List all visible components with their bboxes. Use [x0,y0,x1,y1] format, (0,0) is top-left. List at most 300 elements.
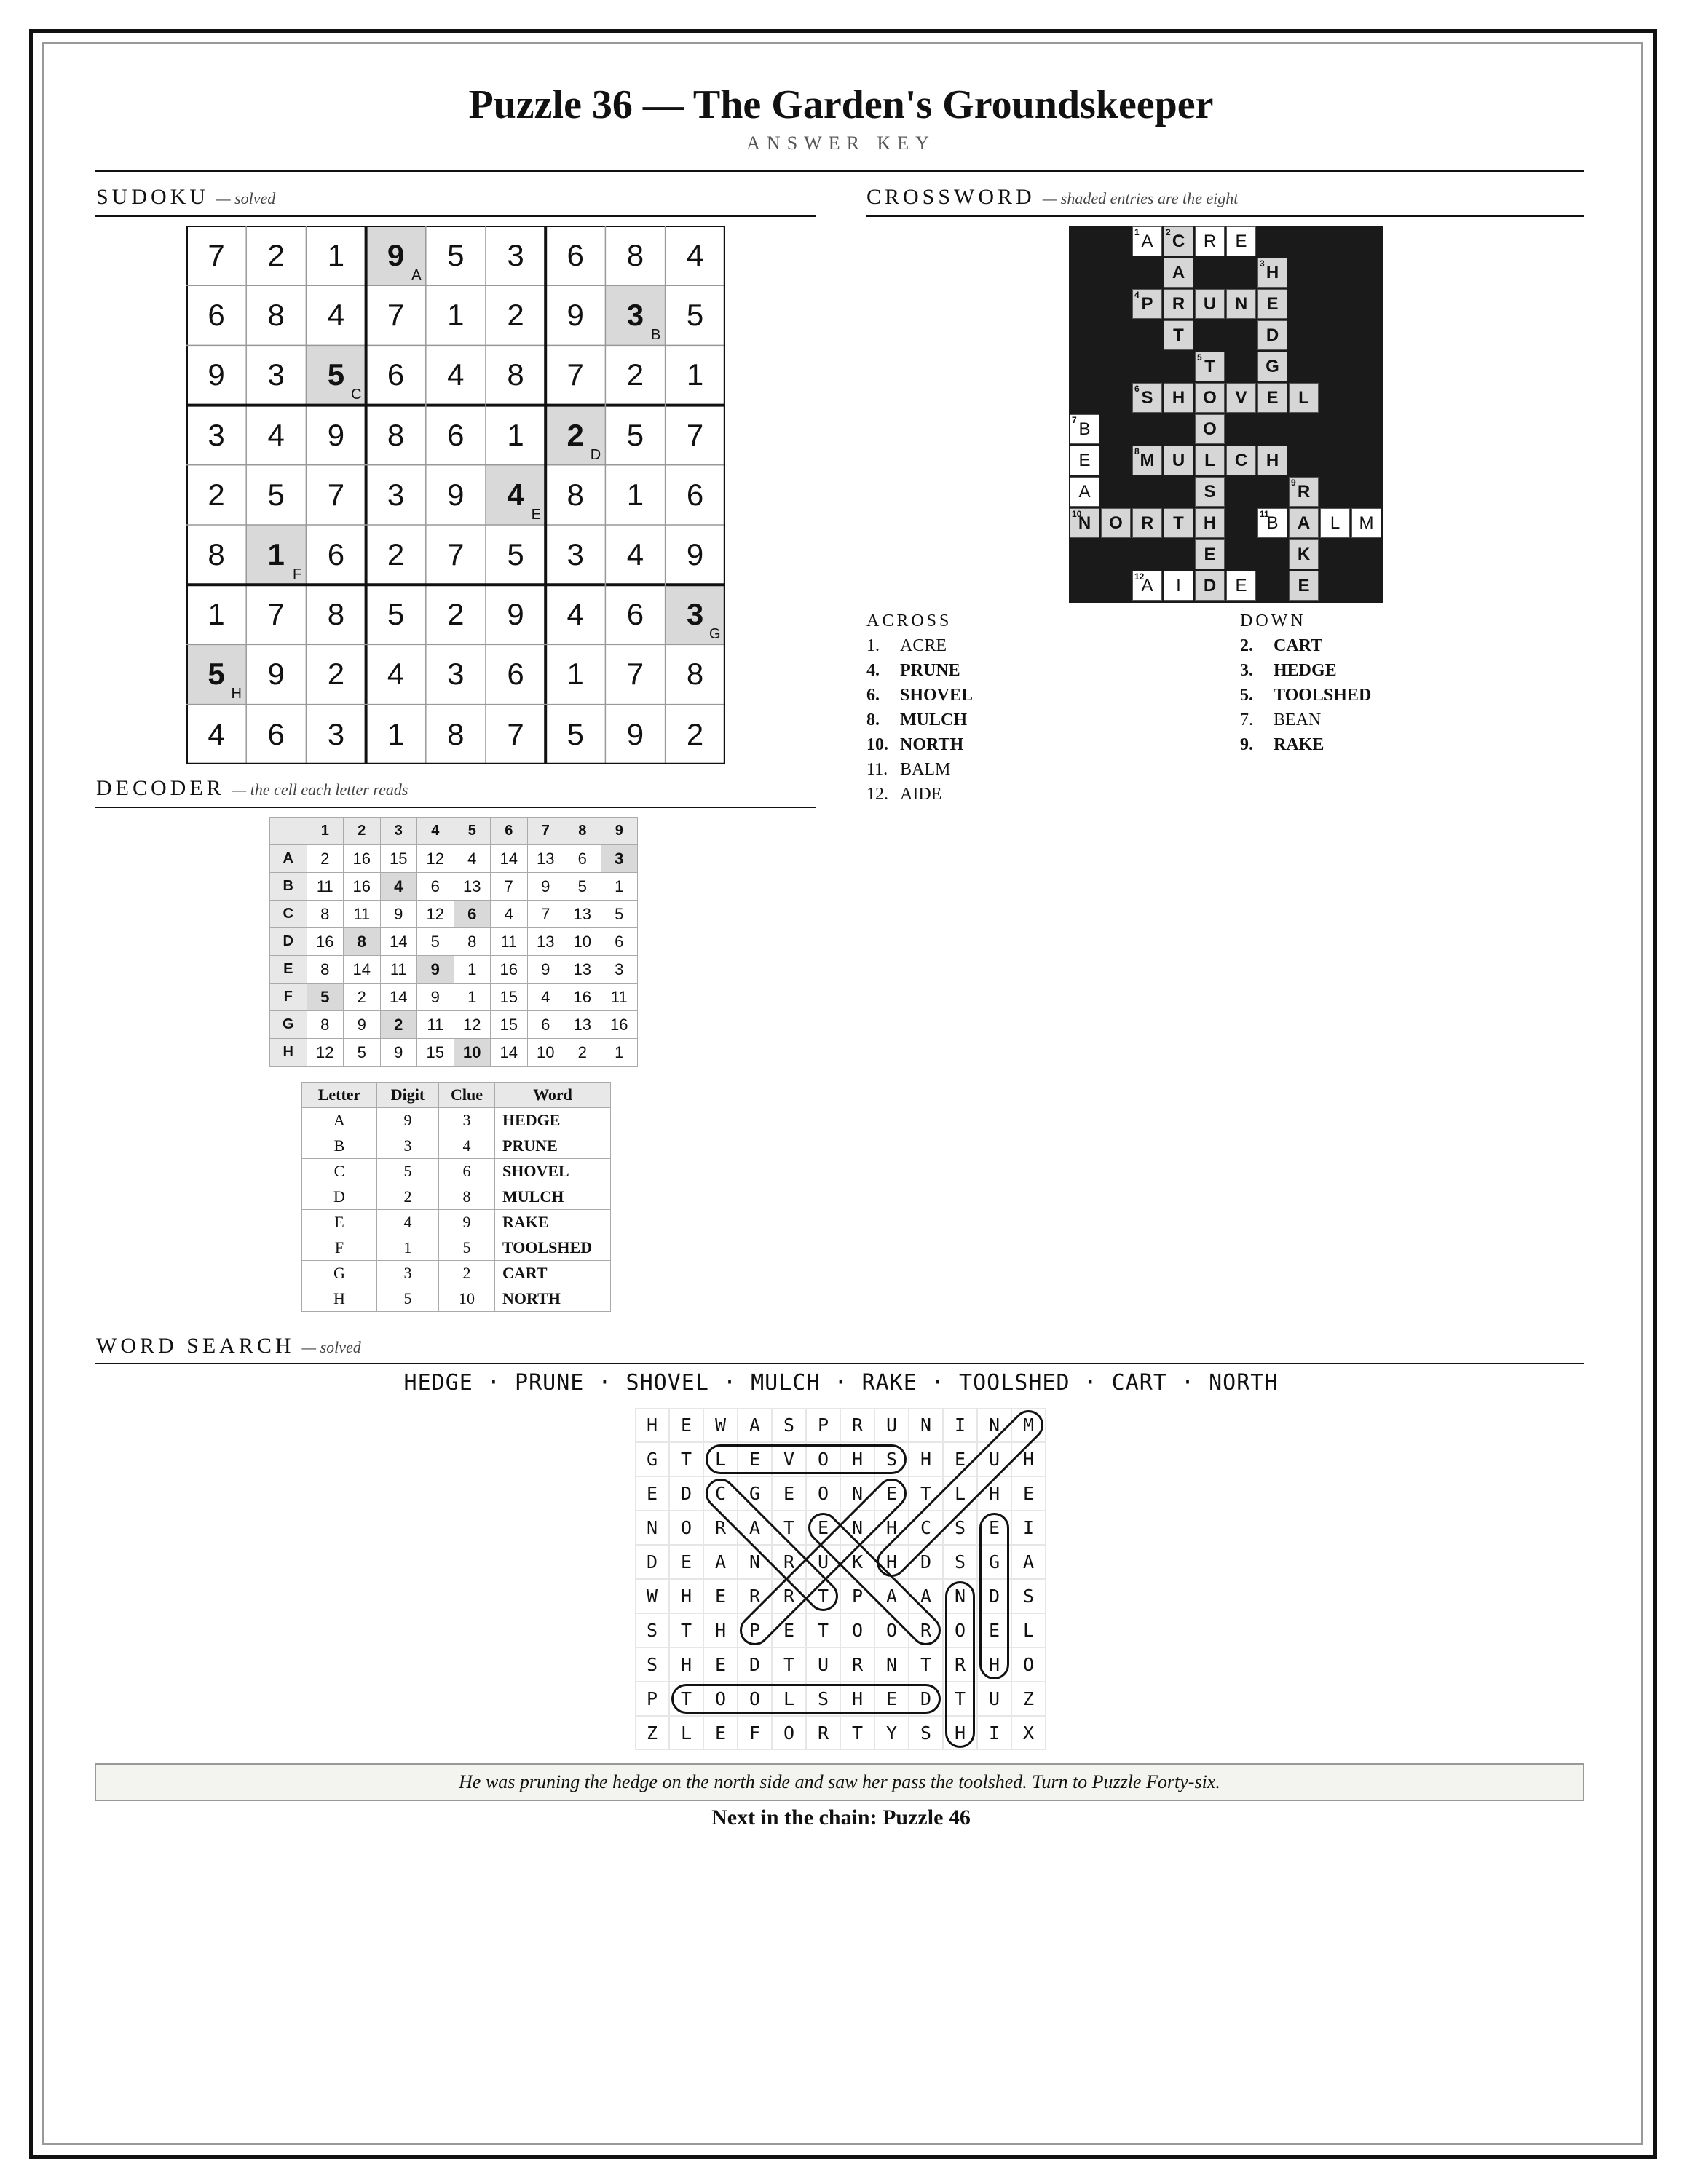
decoder-cell: 16 [601,1011,638,1039]
wordsearch-letter: D [909,1682,943,1716]
crossword-letter: O [1203,419,1217,439]
decoder-cell: 5 [307,984,344,1011]
crossword-letter: T [1204,356,1215,376]
crossword-letter: R [1140,513,1154,533]
sudoku-cell [246,525,306,585]
key-cell: TOOLSHED [495,1235,611,1261]
sudoku-digit: 8 [267,298,285,333]
crossword-letter: A [1141,231,1153,251]
wordsearch-letter: T [669,1442,703,1476]
crossword-cell [1195,539,1225,569]
key-row [302,1133,611,1159]
crossword-letter: A [1297,513,1311,533]
decoder-cell: 9 [380,901,417,928]
decoder-heading [96,776,408,801]
sudoku-digit: 7 [447,537,465,571]
sudoku-cell [666,465,725,525]
crossword-cell [1132,446,1162,475]
wordsearch-rule [95,1363,1584,1364]
sudoku-cell [486,585,545,644]
crossword-letter: L [1298,387,1309,408]
clue-word: ACRE [900,636,947,655]
wordsearch-letter: E [703,1647,738,1682]
sudoku-digit: 6 [267,716,285,751]
wordsearch-letter: H [874,1511,909,1545]
crossword-cell [1164,258,1193,288]
sudoku-cell [545,405,605,465]
wordsearch-letter: S [943,1511,977,1545]
wordsearch-letter: N [943,1579,977,1613]
crossword-clue-number: 10 [1072,509,1082,519]
decoder-cell: 10 [564,928,601,956]
wordsearch-letter: E [772,1476,806,1511]
sudoku-cell [366,405,426,465]
crossword-cell [1289,539,1319,569]
decoder-cell: 5 [417,928,454,956]
key-cell: C [302,1159,377,1184]
wordsearch-letter: H [703,1613,738,1647]
decoder-cell: 9 [527,873,564,901]
clue-number: 7. [1240,711,1253,729]
crossword-letter: R [1172,293,1185,314]
decoder-cell: 16 [564,984,601,1011]
sudoku-digit: 7 [208,238,225,272]
sudoku-cell [426,465,486,525]
wordsearch-letter: E [806,1511,840,1545]
sudoku-digit: 2 [507,298,524,333]
sudoku-digit: 5 [387,597,405,632]
decoder-row [270,901,638,928]
sudoku-digit: 1 [686,357,704,392]
decoder-cell: 14 [344,956,381,984]
decoder-cell: 13 [564,1011,601,1039]
crossword-cell [1320,508,1350,538]
wordsearch-letter: L [1011,1613,1046,1647]
wordsearch-letter: T [669,1613,703,1647]
sudoku-digit: 6 [566,238,584,272]
key-cell: 4 [377,1210,439,1235]
crossword-clue-number: 9 [1291,478,1296,488]
sudoku-digit: 6 [387,357,405,392]
sudoku-cell [366,226,426,285]
wordsearch-letter: O [738,1682,772,1716]
clue-word: HEDGE [1274,661,1337,680]
decoder-cell: 11 [601,984,638,1011]
decoder-cell: 13 [527,928,564,956]
wordsearch-letter: E [1011,1476,1046,1511]
crossword-cell [1070,446,1099,475]
sudoku-cell [426,644,486,704]
decoder-cell: 2 [564,1039,601,1067]
wordsearch-letter: E [977,1613,1011,1647]
sudoku-letter-tag: C [350,387,362,403]
sudoku-cell [605,345,665,405]
wordsearch-letter: C [909,1511,943,1545]
decoder-row [270,1039,638,1067]
wordsearch-letter: H [635,1408,669,1442]
wordsearch-letter: D [635,1545,669,1579]
key-header-row [302,1083,611,1108]
sudoku-digit: 3 [327,716,345,751]
decoder-cell: 8 [307,1011,344,1039]
wordsearch-letter: E [874,1476,909,1511]
key-cell: SHOVEL [495,1159,611,1184]
crossword-cell [1070,477,1099,507]
sudoku-cell [186,465,246,525]
decoder-row-header: H [270,1039,307,1067]
wordsearch-letter: V [772,1442,806,1476]
sudoku-cell [246,705,306,764]
decoder-col-header: 6 [491,818,528,845]
wordsearch-letter: S [806,1682,840,1716]
crossword-letter: B [1078,419,1091,439]
crossword-cell [1195,508,1225,538]
crossword-letter: I [1176,575,1181,596]
key-cell: HEDGE [495,1108,611,1133]
sudoku-digit: 4 [507,477,524,512]
sudoku-cell [186,585,246,644]
crossword-letter: E [1235,231,1247,251]
sudoku-digit: 7 [327,477,345,512]
sudoku-cell [666,226,725,285]
decoder-rule [95,807,816,808]
wordsearch-letter: E [703,1579,738,1613]
sudoku-cell [246,644,306,704]
crossword-letter: N [1234,293,1248,314]
sudoku-digit: 4 [447,357,465,392]
crossword-cell [1289,383,1319,413]
sudoku-digit: 2 [626,357,644,392]
crossword-cell [1257,320,1287,350]
wordsearch-letter: N [840,1511,874,1545]
wordsearch-letter: E [772,1613,806,1647]
sudoku-cell [246,405,306,465]
decoder-cell: 10 [527,1039,564,1067]
crossword-letter: L [1204,450,1215,470]
key-cell: 5 [377,1159,439,1184]
key-cell: H [302,1286,377,1312]
sudoku-cell [246,285,306,345]
crossword-letter: V [1235,387,1247,408]
wordsearch-letter: U [806,1545,840,1579]
sudoku-cell [666,345,725,405]
crossword-letter: E [1266,293,1279,314]
sudoku-digit: 1 [626,477,644,512]
sudoku-cell [605,705,665,764]
crossword-clue-number: 6 [1134,384,1140,394]
sudoku-cell [605,585,665,644]
sudoku-digit: 8 [507,357,524,392]
wordsearch-letter: T [909,1476,943,1511]
sudoku-rule [95,215,816,217]
crossword-cell [1289,508,1319,538]
crossword-letter: M [1359,513,1374,533]
crossword-letter: D [1266,325,1279,345]
wordsearch-letter: E [977,1511,1011,1545]
crossword-letter: D [1203,575,1217,596]
sudoku-digit: 6 [626,597,644,632]
wordsearch-letter: U [806,1647,840,1682]
wordsearch-letter: U [977,1682,1011,1716]
sudoku-digit: 8 [208,537,225,571]
sudoku-digit: 9 [507,597,524,632]
sudoku-cell [186,285,246,345]
down-heading: DOWN [1240,612,1306,630]
sudoku-cell [545,465,605,525]
decoder-table [269,817,638,1067]
decoder-cell: 13 [564,901,601,928]
decoder-col-header: 1 [307,818,344,845]
sudoku-digit: 2 [686,716,704,751]
clue-word: TOOLSHED [1274,686,1372,705]
sudoku-digit: 4 [267,417,285,452]
wordsearch-letter: R [840,1408,874,1442]
clue-number: 11. [866,760,888,779]
sudoku-cell [426,226,486,285]
decoder-row [270,845,638,873]
wordsearch-letter: O [806,1476,840,1511]
crossword-letter: A [1141,575,1153,596]
key-cell: 10 [439,1286,495,1312]
key-col-header: Word [495,1083,611,1108]
sudoku-cell [666,525,725,585]
crossword-letter: O [1109,513,1123,533]
crossword-letter: R [1297,481,1311,502]
decoder-col-header: 9 [601,818,638,845]
decoder-cell: 11 [307,873,344,901]
wordsearch-letter: H [977,1476,1011,1511]
crossword-cell [1257,258,1287,288]
sudoku-letter-tag: A [411,267,422,283]
wordsearch-heading [96,1334,361,1358]
wordsearch-letter: H [840,1442,874,1476]
decoder-col-header: 3 [380,818,417,845]
decoder-cell: 6 [601,928,638,956]
sudoku-cell [486,525,545,585]
crossword-letter: C [1172,231,1185,251]
wordsearch-letter: S [874,1442,909,1476]
crossword-letter: U [1203,293,1217,314]
sudoku-letter-tag: H [231,686,242,703]
sudoku-digit: 1 [208,597,225,632]
wordsearch-letter: O [669,1511,703,1545]
wordsearch-letter: S [635,1647,669,1682]
sudoku-digit: 1 [566,657,584,692]
crossword-clue-number: 11 [1260,509,1269,519]
decoder-cell: 12 [454,1011,491,1039]
wordsearch-letter: H [874,1545,909,1579]
crossword-letter: R [1203,231,1217,251]
crossword-cell [1164,571,1193,601]
crossword-clue-number: 7 [1072,415,1077,425]
wordsearch-letter: Z [1011,1682,1046,1716]
sudoku-cell [366,705,426,764]
decoder-cell: 4 [491,901,528,928]
sudoku-digit: 7 [267,597,285,632]
clue-number: 6. [866,686,880,705]
clue-number: 12. [866,785,888,804]
sudoku-digit: 6 [208,298,225,333]
crossword-rule [866,215,1584,217]
sudoku-cell [426,405,486,465]
sudoku-cell [306,705,366,764]
sudoku-cell [426,345,486,405]
decoder-cell: 12 [307,1039,344,1067]
sudoku-note: — solved [216,189,276,207]
sudoku-cell [306,644,366,704]
sudoku-digit: 8 [447,716,465,751]
sudoku-digit: 5 [566,716,584,751]
sudoku-digit: 9 [447,477,465,512]
sudoku-cell [366,585,426,644]
wordsearch-letter: N [840,1476,874,1511]
crossword-letter: N [1078,513,1091,533]
sudoku-cell [666,285,725,345]
crossword-letter: E [1266,387,1279,408]
key-cell: 1 [377,1235,439,1261]
sudoku-cell [545,705,605,764]
sudoku-cell [666,705,725,764]
crossword-letter: A [1078,481,1091,502]
wordsearch-letter: O [840,1613,874,1647]
decoder-cell: 13 [527,845,564,873]
decoder-cell: 4 [454,845,491,873]
key-cell: PRUNE [495,1133,611,1159]
wordsearch-letter: N [977,1408,1011,1442]
key-cell: 8 [439,1184,495,1210]
crossword-letter: H [1172,387,1185,408]
key-cell: RAKE [495,1210,611,1235]
sudoku-cell [366,465,426,525]
key-cell: 5 [377,1286,439,1312]
key-row [302,1159,611,1184]
crossword-cell [1164,508,1193,538]
wordsearch-letter: H [840,1682,874,1716]
sudoku-digit: 8 [566,477,584,512]
decoder-cell: 6 [527,1011,564,1039]
sudoku-cell [545,345,605,405]
sudoku-digit: 2 [267,238,285,272]
decoder-cell: 10 [454,1039,491,1067]
decoder-cell: 3 [601,845,638,873]
clue-entry [1240,636,1322,656]
sudoku-cell [605,226,665,285]
clue-word: BALM [900,760,951,779]
wordsearch-letter: N [738,1545,772,1579]
clue-word: NORTH [900,735,964,754]
decoder-cell: 1 [454,984,491,1011]
wordsearch-letter: D [977,1579,1011,1613]
decoder-cell: 15 [417,1039,454,1067]
decoder-cell: 6 [417,873,454,901]
crossword-cell [1070,414,1099,444]
wordsearch-letter: T [669,1682,703,1716]
wordsearch-letter: E [669,1408,703,1442]
wordsearch-letter: D [909,1545,943,1579]
hint-text: He was pruning the hedge on the north side and saw her pass the toolshed. Turn to Puzzle Forty-six. [459,1771,1220,1792]
decoder-row [270,956,638,984]
sudoku-cell [366,644,426,704]
wordsearch-letter: H [669,1579,703,1613]
sudoku-digit: 4 [208,716,225,751]
sudoku-cell [366,525,426,585]
sudoku-digit: 5 [208,657,225,692]
wordsearch-letter: E [874,1682,909,1716]
sudoku-cell [486,226,545,285]
wordsearch-letter: P [840,1579,874,1613]
sudoku-cell [306,525,366,585]
decoder-col-header: 5 [454,818,491,845]
clue-entry [1240,735,1324,755]
crossword-cell [1289,477,1319,507]
sudoku-cell [605,525,665,585]
wordsearch-letter: R [806,1716,840,1750]
decoder-cell: 15 [491,984,528,1011]
decoder-cell: 2 [307,845,344,873]
decoder-cell: 9 [380,1039,417,1067]
clue-word: RAKE [1274,735,1324,754]
wordsearch-letter: C [703,1476,738,1511]
wordsearch-letter: N [635,1511,669,1545]
crossword-clue-number: 4 [1134,290,1140,300]
clue-word: MULCH [900,711,967,729]
wordsearch-letter: S [772,1408,806,1442]
sudoku-digit: 7 [686,417,704,452]
sudoku-digit: 3 [686,597,704,632]
key-col-header: Letter [302,1083,377,1108]
sudoku-digit: 9 [686,537,704,571]
sudoku-digit: 4 [566,597,584,632]
key-cell: 3 [439,1108,495,1133]
decoder-cell: 12 [417,901,454,928]
page-title: Puzzle 36 — The Garden's Groundskeeper [468,82,1214,127]
crossword-letter: G [1266,356,1279,376]
decoder-col-header: 2 [344,818,381,845]
decoder-row [270,928,638,956]
sudoku-digit: 3 [566,537,584,571]
sudoku-digit: 1 [327,238,345,272]
key-row [302,1210,611,1235]
wordsearch-letter: F [738,1716,772,1750]
sudoku-cell [545,525,605,585]
clue-word: CART [1274,636,1323,655]
sudoku-title: SUDOKU [96,185,210,209]
sudoku-digit: 2 [327,657,345,692]
sudoku-cell [605,465,665,525]
key-cell: A [302,1108,377,1133]
sudoku-cell [666,585,725,644]
decoder-header-row [270,818,638,845]
key-row [302,1261,611,1286]
sudoku-digit: 8 [686,657,704,692]
sudoku-digit: 3 [507,238,524,272]
sudoku-cell [186,705,246,764]
crossword-clue-number: 5 [1197,352,1202,363]
wordsearch-note: — solved [301,1338,361,1356]
crossword-letter: S [1141,387,1153,408]
sudoku-digit: 2 [566,417,584,452]
crossword-clue-number: 12 [1134,571,1145,582]
sudoku-digit: 9 [387,238,405,272]
decoder-title: DECODER [96,776,225,800]
crossword-cell [1164,289,1193,319]
decoder-col-header: 7 [527,818,564,845]
decoder-col-header: 4 [417,818,454,845]
wordsearch-letter: A [738,1511,772,1545]
sudoku-cell [186,525,246,585]
sudoku-cell [426,705,486,764]
sudoku-letter-tag: F [292,566,302,582]
